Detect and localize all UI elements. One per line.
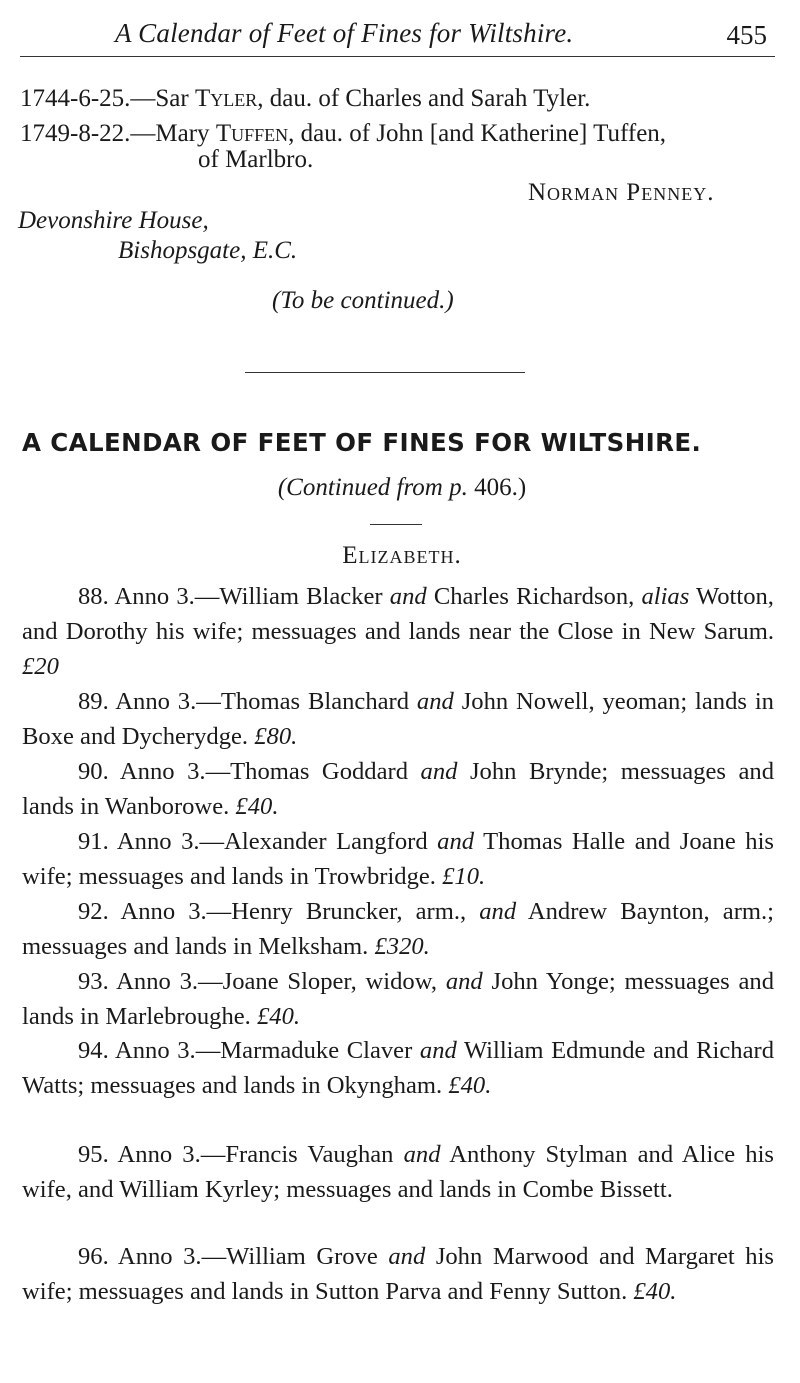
fine-entry-94: 94. Anno 3.—Marmaduke Claver and William Edmunde and Richard Watts; messuages and lands in Okyngham. £40. xyxy=(22,1037,774,1099)
entry-surname: Tuffen xyxy=(215,120,289,147)
entry-surname: Tyler xyxy=(194,85,258,112)
fine-entry-95: 95. Anno 3.—Francis Vaughan and Anthony Stylman and Alice his wife, and William Kyrley; messuages and lands in Combe Bissett. xyxy=(22,1141,774,1203)
fine-amount: £80. xyxy=(254,722,298,750)
short-divider xyxy=(370,524,422,525)
fine-entry-88: 88. Anno 3.—William Blacker and Charles Richardson, alias Wotton, and Dorothy his wife; messuages and lands near the Close in New Sarum. £20 xyxy=(22,583,774,680)
entry-date: 1744-6-25. xyxy=(20,85,131,112)
fine-entry-89: 89. Anno 3.—Thomas Blanchard and John Nowell, yeoman; lands in Boxe and Dycherydge. £80. xyxy=(22,688,774,750)
previous-entry-1744: 1744-6-25.—Sar Tyler, dau. of Charles and Sarah Tyler. xyxy=(20,85,591,112)
to-be-continued: (To be continued.) xyxy=(272,287,454,314)
previous-entry-continuation: of Marlbro. xyxy=(198,146,314,173)
section-divider xyxy=(245,372,525,373)
fine-entry-92: 92. Anno 3.—Henry Bruncker, arm., and Andrew Baynton, arm.; messuages and lands in Melksham. £320. xyxy=(22,898,774,960)
entry-date: 1749-8-22. xyxy=(20,120,131,147)
previous-entry-1749: 1749-8-22.—Mary Tuffen, dau. of John [and Katherine] Tuffen, xyxy=(20,120,667,147)
running-title: A Calendar of Feet of Fines for Wiltshire. xyxy=(115,18,574,48)
page-number: 455 xyxy=(726,20,767,50)
fine-amount: £320. xyxy=(374,932,430,960)
reign-heading: Elizabeth. xyxy=(342,542,462,569)
article-title: A CALENDAR OF FEET OF FINES FOR WILTSHIRE. xyxy=(22,428,702,457)
fine-entry-96: 96. Anno 3.—William Grove and John Marwood and Margaret his wife; messuages and lands in Sutton Parva and Fenny Sutton. £40. xyxy=(22,1243,774,1305)
fine-entry-90: 90. Anno 3.—Thomas Goddard and John Brynde; messuages and lands in Wanborowe. £40. xyxy=(22,758,774,820)
fine-amount: £10. xyxy=(442,862,486,890)
fine-amount: £40. xyxy=(256,1002,301,1030)
fine-amount: £40. xyxy=(448,1071,492,1099)
continued-note: (Continued from p. 406.) xyxy=(277,474,527,501)
address-line-1: Devonshire House, xyxy=(18,207,209,234)
fine-entry-91: 91. Anno 3.—Alexander Langford and Thomas Halle and Joane his wife; messuages and lands in Trowbridge. £10. xyxy=(22,828,774,890)
fine-amount: £40. xyxy=(633,1277,677,1305)
fine-amount: £40. xyxy=(235,792,279,820)
address-line-2: Bishopsgate, E.C. xyxy=(118,237,298,264)
running-header xyxy=(20,14,775,57)
fine-amount: £20 xyxy=(22,652,59,680)
fine-entry-93: 93. Anno 3.—Joane Sloper, widow, and John Yonge; messuages and lands in Marlebroughe. £40. xyxy=(22,968,774,1030)
author-signature: Norman Penney. xyxy=(528,179,715,206)
